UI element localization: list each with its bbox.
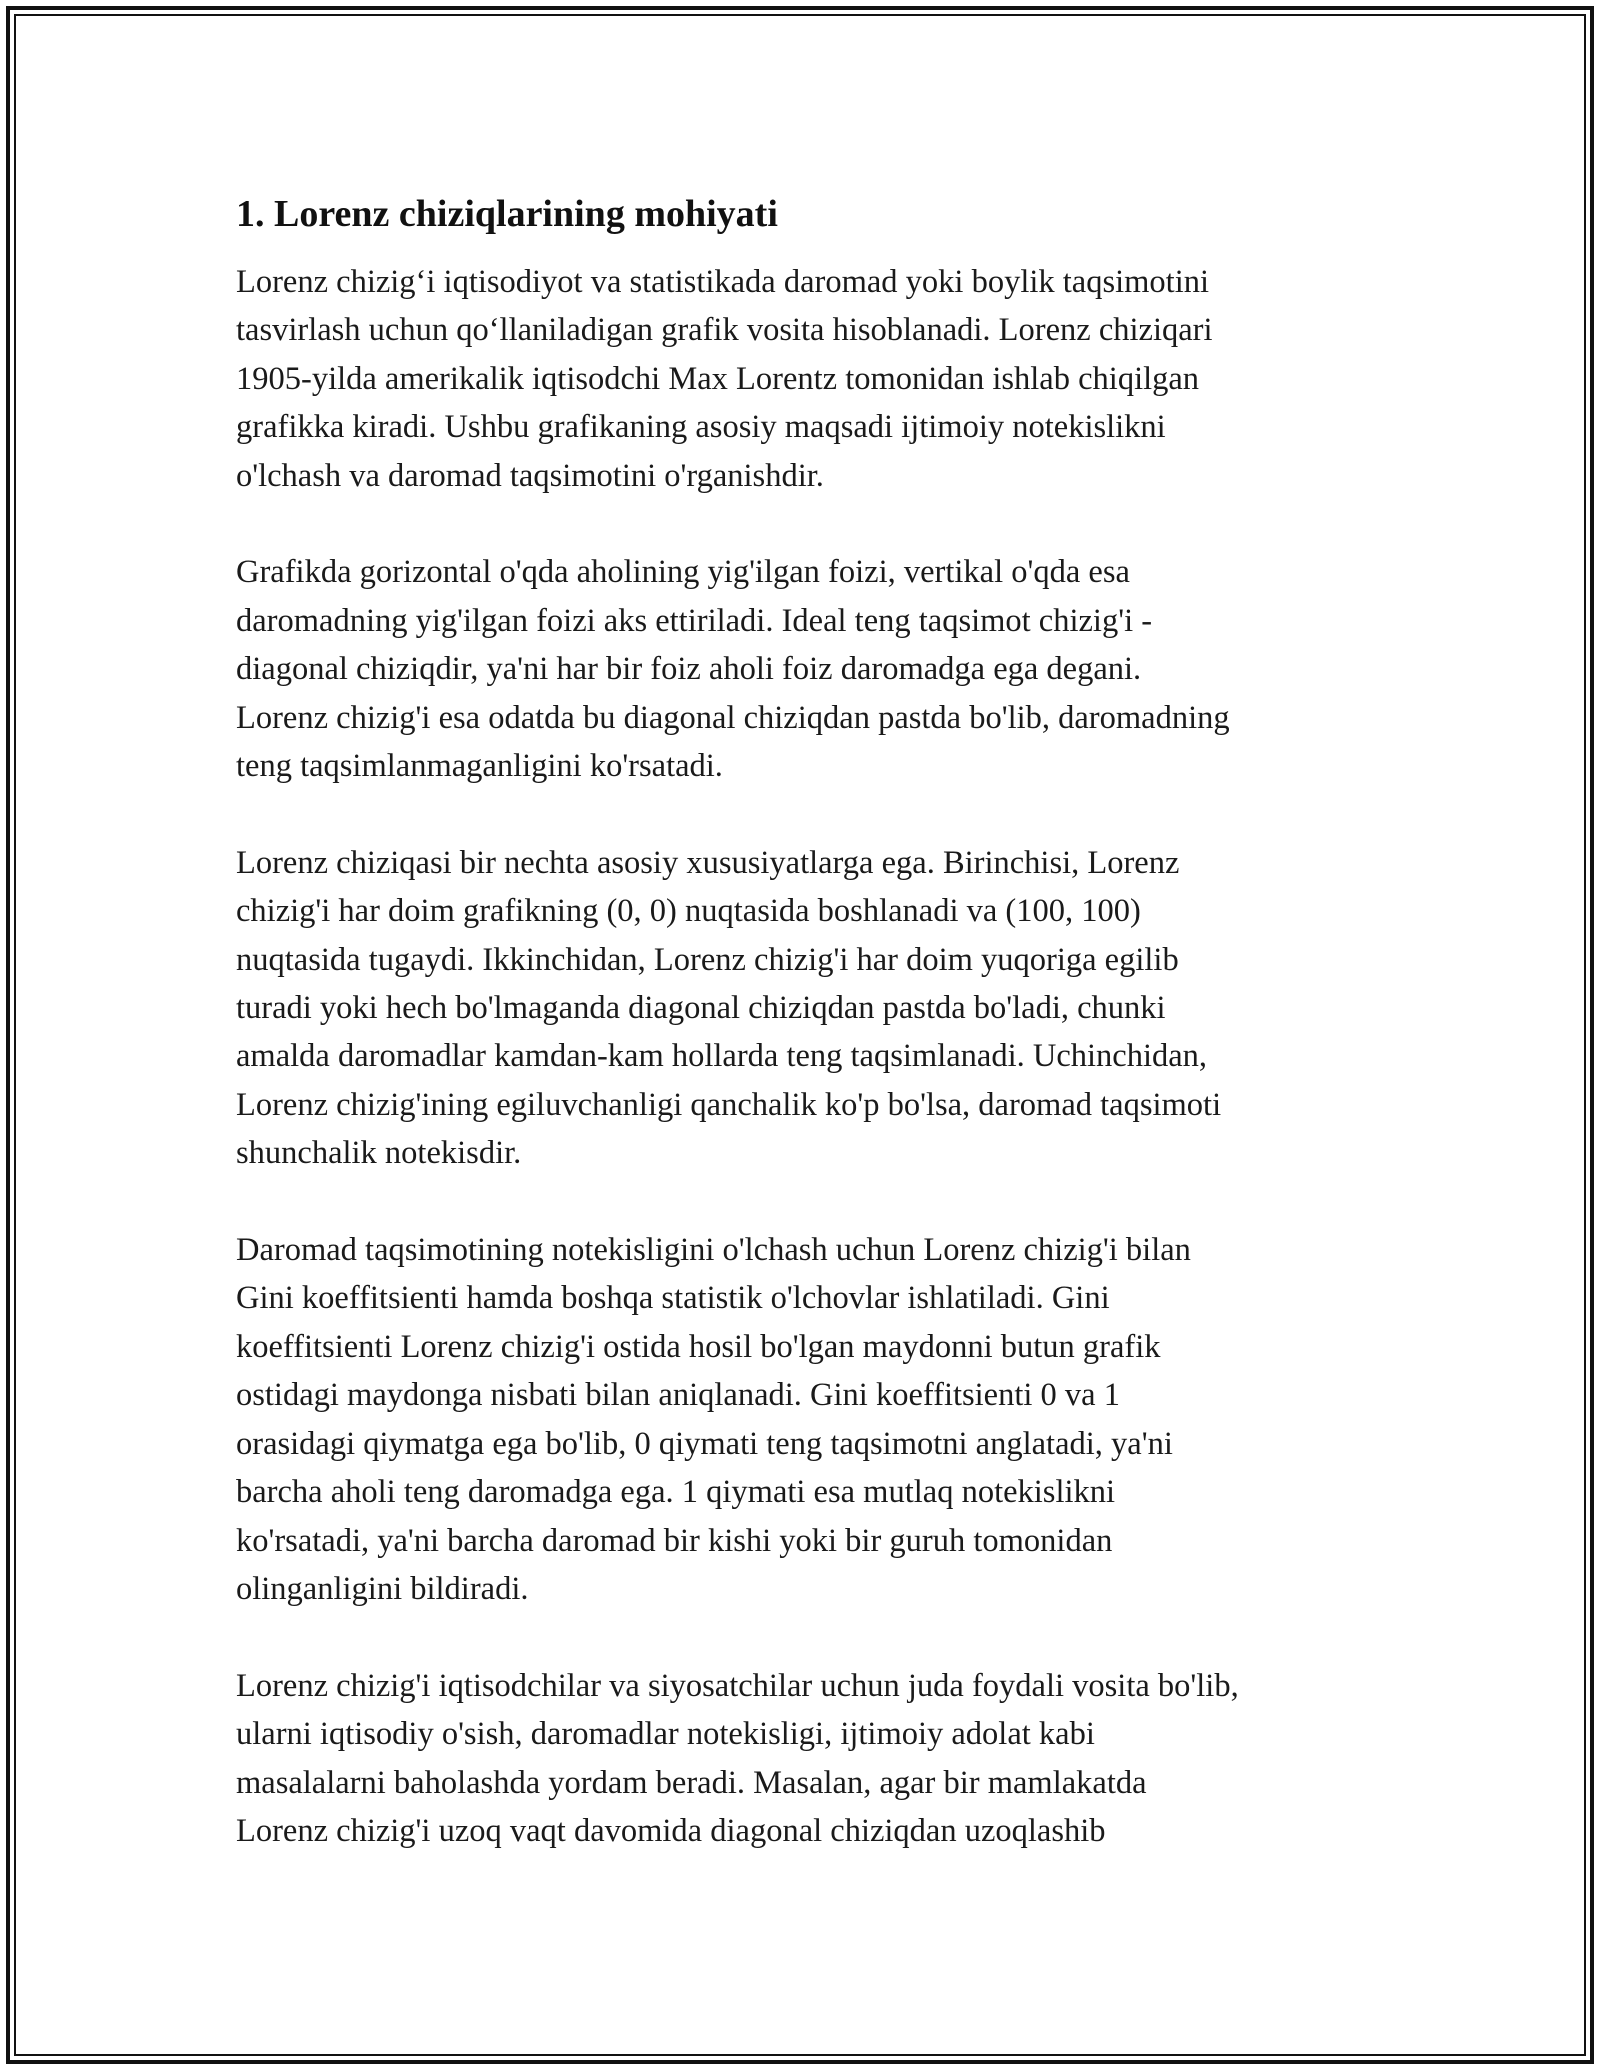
text-line: Lorenz chizig'i iqtisodchilar va siyosatchilar uchun juda foydali vosita bo'lib,: [236, 1667, 1239, 1704]
document-body: [236, 188, 1386, 1904]
text-line: Gini koeffitsienti hamda boshqa statistik o'lchovlar ishlatiladi. Gini: [236, 1280, 1110, 1317]
text-line: 1905-yilda amerikalik iqtisodchi Max Lorentz tomonidan ishlab chiqilgan: [236, 360, 1200, 397]
text-line: olinganligini bildiradi.: [236, 1570, 529, 1607]
text-line: Grafikda gorizontal o'qda aholining yig'ilgan foizi, vertikal o'qda esa: [236, 554, 1130, 591]
paragraph-3: [236, 839, 1386, 1178]
text-line: ostidagi maydonga nisbati bilan aniqlanadi. Gini koeffitsienti 0 va 1: [236, 1377, 1120, 1414]
text-line: koeffitsienti Lorenz chizig'i ostida hosil bo'lgan maydonni butun grafik: [236, 1328, 1161, 1365]
paragraph-4: [236, 1226, 1386, 1613]
text-line: amalda daromadlar kamdan-kam hollarda teng taqsimlanadi. Uchinchidan,: [236, 1038, 1208, 1075]
text-line: ko'rsatadi, ya'ni barcha daromad bir kishi yoki bir guruh tomonidan: [236, 1522, 1113, 1559]
text-line: barcha aholi teng daromadga ega. 1 qiymati esa mutlaq notekislikni: [236, 1474, 1116, 1511]
text-line: Lorenz chizig‘i iqtisodiyot va statistikada daromad yoki boylik taqsimotini: [236, 264, 1210, 300]
text-line: ularni iqtisodiy o'sish, daromadlar notekisligi, ijtimoiy adolat kabi: [236, 1716, 1095, 1753]
text-line: shunchalik notekisdir.: [236, 1135, 522, 1172]
paragraph-5: [236, 1662, 1386, 1856]
paragraph-2: [236, 548, 1386, 790]
text-line: turadi yoki hech bo'lmaganda diagonal chiziqdan pastda bo'ladi, chunki: [236, 990, 1166, 1027]
text-line: nuqtasida tugaydi. Ikkinchidan, Lorenz chizig'i har doim yuqoriga egilib: [236, 941, 1179, 978]
text-line: diagonal chiziqdir, ya'ni har bir foiz aholi foiz daromadga ega degani.: [236, 651, 1142, 688]
text-line: daromadning yig'ilgan foizi aks ettiriladi. Ideal teng taqsimot chizig'i -: [236, 602, 1153, 639]
text-line: grafikka kiradi. Ushbu grafikaning asosiy maqsadi ijtimoiy notekislikni: [236, 409, 1166, 446]
text-line: Lorenz chizig'ining egiluvchanligi qanchalik ko'p bo'lsa, daromad taqsimoti: [236, 1086, 1222, 1123]
text-line: teng taqsimlanmaganligini ko'rsatadi.: [236, 748, 723, 785]
text-line: orasidagi qiymatga ega bo'lib, 0 qiymati teng taqsimotni anglatadi, ya'ni: [236, 1425, 1173, 1462]
text-line: Lorenz chizig'i esa odatda bu diagonal chiziqdan pastda bo'lib, daromadning: [236, 699, 1230, 736]
paragraph-1: [236, 258, 1386, 500]
text-line: tasvirlash uchun qo‘llaniladigan grafik vosita hisoblanadi. Lorenz chiziqari: [236, 312, 1213, 349]
text-line: Lorenz chizig'i uzoq vaqt davomida diagonal chiziqdan uzoqlashib: [236, 1812, 1106, 1849]
text-line: Daromad taqsimotining notekisligini o'lchash uchun Lorenz chizig'i bilan: [236, 1232, 1191, 1269]
text-line: o'lchash va daromad taqsimotini o'rganishdir.: [236, 457, 824, 494]
section-heading: 1. Lorenz chiziqlarining mohiyati: [236, 193, 778, 235]
text-line: chizig'i har doim grafikning (0, 0) nuqtasida boshlanadi va (100, 100): [236, 893, 1141, 930]
text-line: Lorenz chiziqasi bir nechta asosiy xususiyatlarga ega. Birinchisi, Lorenz: [236, 844, 1180, 881]
text-line: masalalarni baholashda yordam beradi. Masalan, agar bir mamlakatda: [236, 1764, 1147, 1801]
